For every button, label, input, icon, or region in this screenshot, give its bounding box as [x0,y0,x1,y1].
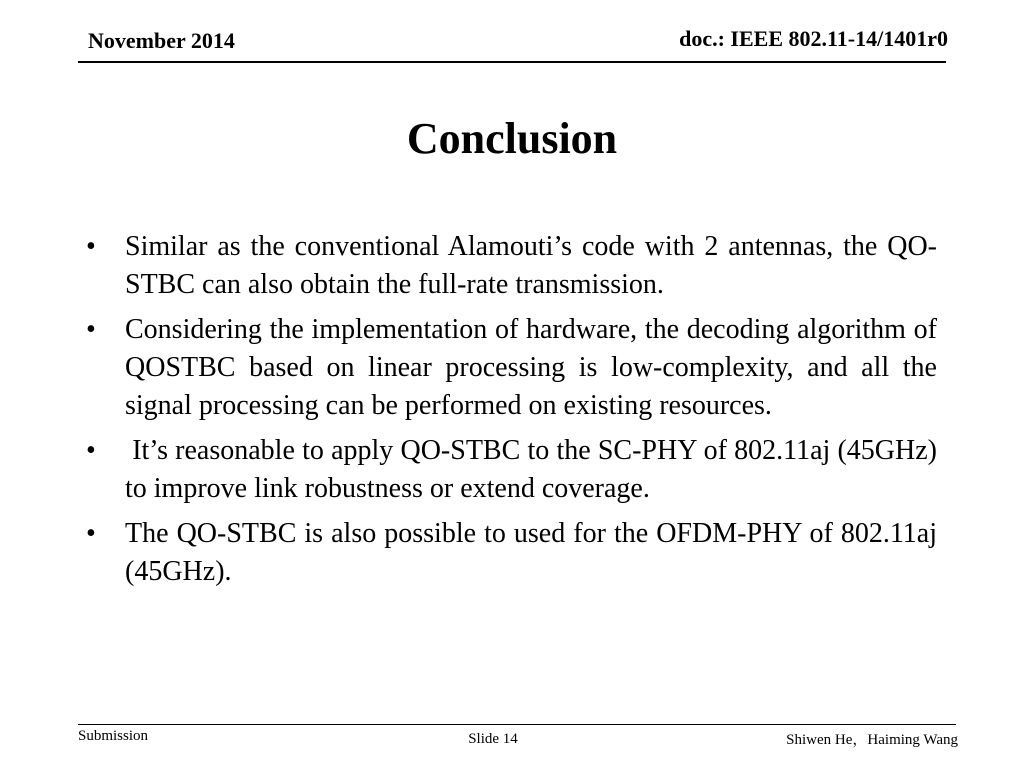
footer-divider [78,724,956,725]
bullet-item [86,311,937,425]
footer-submission: Submission [78,728,149,744]
bullet-dot-icon: • [86,518,96,549]
slide-title: Conclusion [406,114,618,163]
bullet-dot-icon: • [86,231,96,262]
document-id: doc.: IEEE 802.11-14/1401r0 [679,26,948,51]
bullet-item [86,515,937,591]
bullet-text: Considering the implementation of hardware, the decoding algorithm of QOSTBC based on linear processing is low-complexity, and all the signal processing can be performed on existing resources. [125,314,937,421]
bullet-dot-icon: • [86,435,96,466]
bullet-text: It’s reasonable to apply QO-STBC to the SC-PHY of 802.11aj (45GHz) to improve link robustness or extend coverage. [125,435,945,504]
bullet-item [86,432,945,508]
footer-authors: Shiwen He，Haiming Wang [786,732,958,748]
header-divider [78,61,946,63]
bullet-dot-icon: • [86,314,96,345]
bullet-text: Similar as the conventional Alamouti’s code with 2 antennas, the QO-STBC can also obtain the full-rate transmission. [125,231,937,300]
bullet-item [86,228,937,304]
bullet-text: The QO-STBC is also possible to used for the OFDM-PHY of 802.11aj (45GHz). [125,518,937,587]
slide-number: Slide 14 [468,731,518,747]
bullet-list [86,228,945,598]
header-date: November 2014 [88,28,235,53]
